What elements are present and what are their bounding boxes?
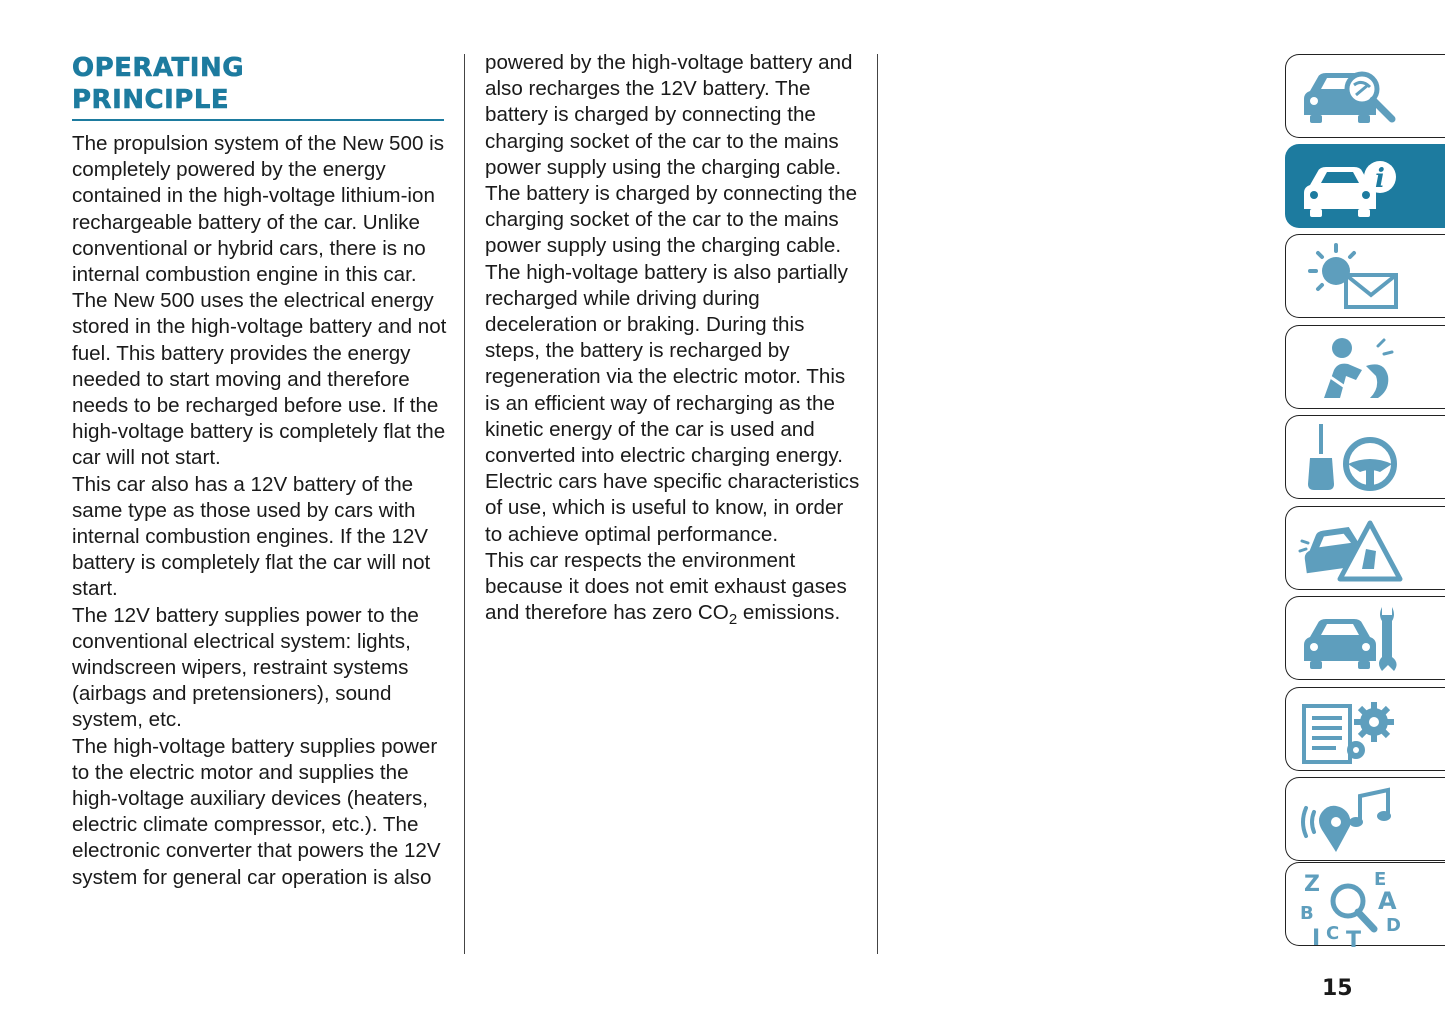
warning-lights-message-icon: [1296, 239, 1406, 315]
tab-multimedia[interactable]: [1285, 777, 1445, 861]
tab-getting-to-know-car[interactable]: [1285, 54, 1445, 138]
airbag-seat-icon: [1296, 330, 1406, 406]
svg-text:i: i: [1375, 164, 1385, 194]
tab-emergency[interactable]: [1285, 506, 1445, 590]
svg-text:B: B: [1300, 903, 1314, 924]
column-divider: [464, 54, 465, 954]
section-title: OPERATING PRINCIPLE: [72, 52, 444, 121]
paragraph: The high-voltage battery is also partially recharged while driving during deceleration or braking. During this steps, the battery is recharged by regeneration via the electric motor. This is an efficient way of recharging as the kinetic energy of the car is used and converted into electric charging energy.: [485, 260, 848, 468]
car-wrench-icon: [1296, 601, 1406, 677]
paragraph: powered by the high-voltage battery and also recharges the 12V battery. The battery is charged by connecting the charging socket of the car to the mains power supply using the charging cable. The battery is charged by connecting the charging socket of the car to the mains power supply using the charging cable.: [485, 51, 858, 258]
paragraph: The 12V battery supplies power to the conventional electrical system: lights, windscreen wipers, restraint systems (airbags and pretensioners), sound system, etc.: [72, 603, 419, 732]
svg-text:I: I: [1312, 926, 1321, 951]
page-number: 15: [1322, 976, 1353, 1001]
tab-warning-lights[interactable]: [1285, 234, 1445, 318]
svg-text:E: E: [1374, 869, 1387, 890]
car-info-icon: [1296, 149, 1406, 225]
paragraph: This car respects the environment because it does not emit exhaust gases and therefore has zero $CO_2$ emissions.: [485, 548, 847, 629]
paragraph: The propulsion system of the New 500 is completely powered by the energy contained in the high-voltage lithium-ion rechargeable battery of the car. Unlike conventional or hybrid cars, there is no internal combustion engine in this car.: [72, 132, 445, 287]
key-steering-wheel-icon: [1296, 420, 1406, 496]
car-magnifier-icon: [1296, 59, 1406, 135]
tab-safety[interactable]: [1285, 325, 1445, 409]
paragraph: Electric cars have specific characteristics of use, which is useful to know, in order to achieve optimal performance.: [485, 470, 860, 546]
text-column-middle: [485, 50, 861, 629]
paragraph: The high-voltage battery supplies power to the electric motor and supplies the high-voltage auxiliary devices (heaters, electric climate compressor, etc.). The electronic converter that powers the 12V system for general car operation is also: [72, 734, 441, 889]
column-divider: [877, 54, 878, 954]
tab-car-info[interactable]: [1285, 144, 1445, 228]
paragraph: The New 500 uses the electrical energy stored in the high-voltage battery and not fuel. This battery provides the energy needed to start moving and therefore needs to be recharged before use. If the high-voltage battery is completely flat the car will not start.: [72, 289, 447, 470]
svg-text:A: A: [1378, 887, 1397, 915]
text-column-left: [72, 52, 450, 891]
tab-index[interactable]: [1285, 862, 1445, 951]
tab-maintenance[interactable]: [1285, 596, 1445, 680]
specifications-gears-icon: [1296, 692, 1406, 768]
svg-text:T: T: [1346, 928, 1362, 951]
paragraph: This car also has a 12V battery of the same type as those used by cars with internal combustion engines. If the 12V battery is completely flat the car will not start.: [72, 472, 431, 601]
svg-text:D: D: [1386, 915, 1401, 936]
svg-text:Z: Z: [1304, 872, 1320, 897]
car-warning-triangle-icon: [1296, 511, 1406, 587]
index-alphabet-icon: [1296, 867, 1406, 951]
svg-text:C: C: [1326, 923, 1340, 944]
tab-starting-driving[interactable]: [1285, 415, 1445, 499]
multimedia-icon: [1296, 782, 1406, 858]
tab-technical-data[interactable]: [1285, 687, 1445, 771]
